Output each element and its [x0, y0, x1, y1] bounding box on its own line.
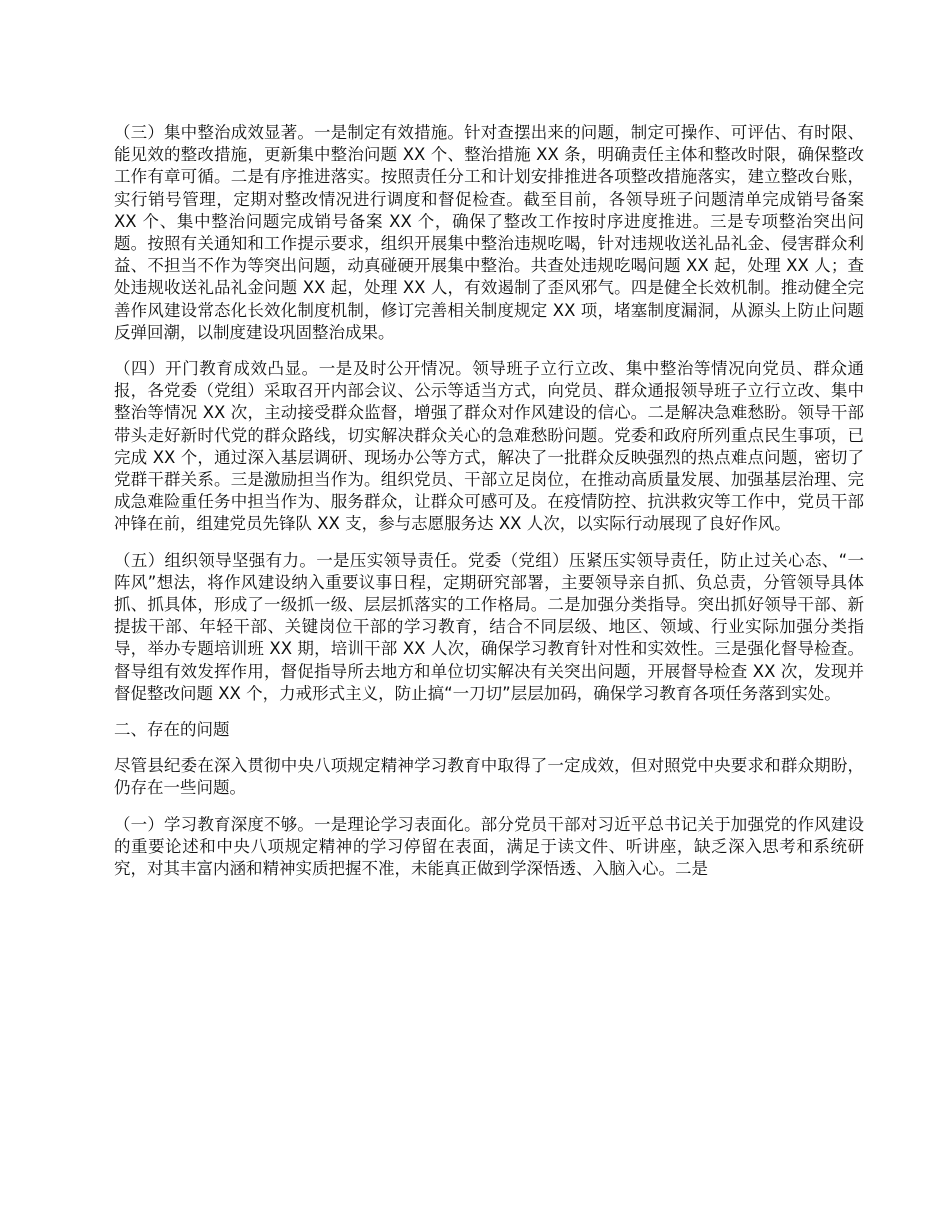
paragraph-concentrated-rectification: （三）集中整治成效显著。一是制定有效措施。针对查摆出来的问题，制定可操作、可评估、有时限、能见效的整改措施，更新集中整治问题 XX 个、整治措施 XX 条，明确责任主体和整改时限，确保整改工作有章可循。二是有序推进落实。按照责任分工和计划安排推进各项整改措施落实，建立整改台账，实行销号管理，定期对整改情况进行调度和督促检查。截至目前，各领导班子问题清单完成销号备案 XX 个、集中整治问题完成销号备案 XX 个，确保了整改工作按时序进度推进。三是专项整治突出问题。按照有关通知和工作提示要求，组织开展集中整治违规吃喝，针对违规收送礼品礼金、侵害群众利益、不担当不作为等突出问题，动真碰硬开展集中整治。共查处违规吃喝问题 XX 起，处理 XX 人；查处违规收送礼品礼金问题 XX 起，处理 XX 人，有效遏制了歪风邪气。四是健全长效机制。推动健全完善作风建设常态化长效化制度机制，修订完善相关制度规定 XX 项，堵塞制度漏洞，从源头上防止问题反弹回潮，以制度建设巩固整治成果。 [114, 123, 864, 342]
paragraph-study-depth: （一）学习教育深度不够。一是理论学习表面化。部分党员干部对习近平总书记关于加强党的作风建设的重要论述和中央八项规定精神的学习停留在表面，满足于读文件、听讲座，缺乏深入思考和系统研究，对其丰富内涵和精神实质把握不准，未能真正做到学深悟透、入脑入心。二是 [114, 814, 864, 879]
paragraph-organizational-leadership: （五）组织领导坚强有力。一是压实领导责任。党委（党组）压紧压实领导责任，防止过关心态、“一阵风”想法，将作风建设纳入重要议事日程，定期研究部署，主要领导亲自抓、负总责，分管领导具体抓、抓具体，形成了一级抓一级、层层抓落实的工作格局。二是加强分类指导。突出抓好领导干部、新提拔干部、年轻干部、关键岗位干部的学习教育，结合不同层级、地区、领域、行业实际加强分类指导，举办专题培训班 XX 期，培训干部 XX 人次，确保学习教育针对性和实效性。三是强化督导检查。督导组有效发挥作用，督促指导所去地方和单位切实解决有关突出问题，开展督导检查 XX 次，发现并督促整改问题 XX 个，力戒形式主义，防止搞“一刀切”层层加码，确保学习教育各项任务落到实处。 [114, 550, 864, 703]
paragraph-problems-intro: 尽管县纪委在深入贯彻中央八项规定精神学习教育中取得了一定成效，但对照党中央要求和群众期盼，仍存在一些问题。 [114, 756, 864, 798]
document-body [114, 122, 864, 894]
paragraph-open-education: （四）开门教育成效凸显。一是及时公开情况。领导班子立行立改、集中整治等情况向党员、群众通报，各党委（党组）采取召开内部会议、公示等适当方式，向党员、群众通报领导班子立行立改、集中整治等情况 XX 次，主动接受群众监督，增强了群众对作风建设的信心。二是解决急难愁盼。领导干部带头走好新时代党的群众路线，切实解决群众关心的急难愁盼问题。党委和政府所列重点民生事项，已完成 XX 个，通过深入基层调研、现场办公等方式，解决了一批群众反映强烈的热点难点问题，密切了党群干群关系。三是激励担当作为。组织党员、干部立足岗位，在推动高质量发展、加强基层治理、完成急难险重任务中担当作为、服务群众，让群众可感可及。在疫情防控、抗洪救灾等工作中，党员干部冲锋在前，组建党员先锋队 XX 支，参与志愿服务达 XX 人次，以实际行动展现了良好作风。 [114, 359, 864, 534]
section-heading-existing-problems: 二、存在的问题 [114, 720, 230, 740]
